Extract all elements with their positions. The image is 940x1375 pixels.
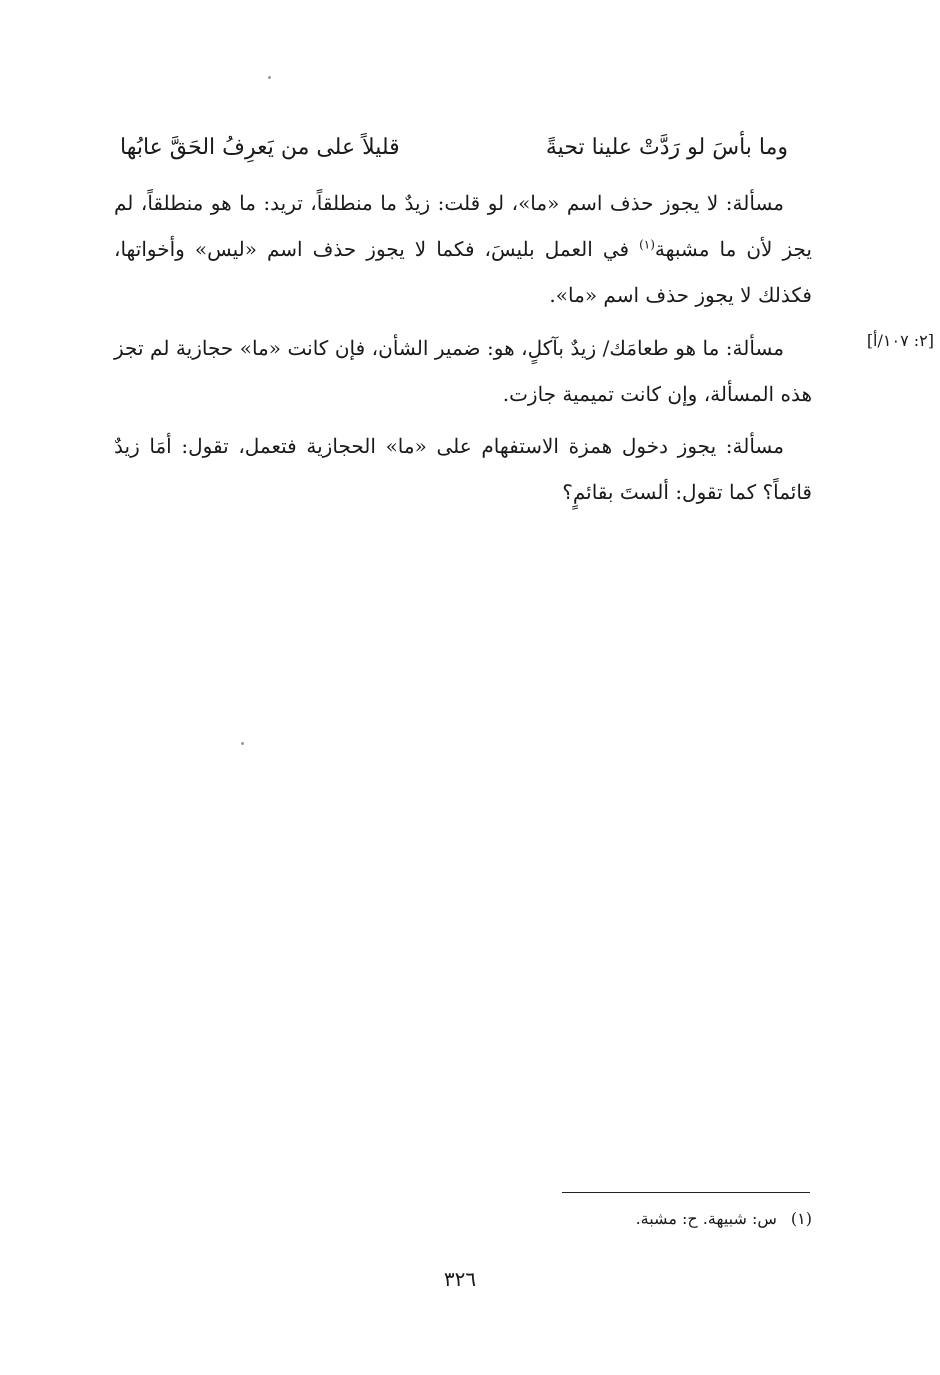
footnote: [412, 1205, 812, 1233]
manuscript-folio-reference: [٢: ١٠٧/أ]: [866, 331, 934, 350]
footnote-text: س: شبيهة. ح: مشبة.: [635, 1209, 777, 1228]
paragraph-text-continued: في العمل بليسَ، فكما لا يجوز حذف اسم «ليس» وأخواتها، فكذلك لا يجوز حذف اسم «ما».: [114, 237, 812, 307]
paper-speck: [268, 76, 271, 79]
paragraph-text: مسألة: يجوز دخول همزة الاستفهام على «ما» الحجازية فتعمل، تقول: أمَا زيدٌ قائماً؟ كما تقول: ألستَ بقائمٍ؟: [114, 434, 812, 504]
paragraph-text: مسألة: لا يجوز حذف اسم «ما»، لو قلت: زيدٌ ما منطلقاً، تريد: ما هو منطلقاً، لم يجز لأن ما مشبهة: [114, 191, 812, 261]
footnote-reference: (١): [639, 237, 655, 252]
footnote-separator-line: [562, 1192, 810, 1193]
paragraph-mas-ala-2: [114, 325, 812, 417]
page-number: ٣٢٦: [443, 1267, 477, 1291]
paper-speck: [241, 742, 244, 745]
paragraph-mas-ala-3: [114, 423, 812, 515]
paragraph-mas-ala-1: [114, 180, 812, 318]
footnote-number: (١): [790, 1209, 812, 1228]
poetry-verse: [120, 128, 788, 168]
paragraph-text: مسألة: ما هو طعامَك/ زيدٌ بآكلٍ، هو: ضمير الشأن، فإن كانت «ما» حجازية لم تجز هذه المسألة، وإن كانت تميمية جازت.: [114, 336, 812, 406]
verse-first-hemistich: وما بأسَ لو رَدَّتْ علينا تحيةً: [545, 135, 788, 160]
verse-second-hemistich: قليلاً على من يَعرِفُ الحَقَّ عابُها: [120, 135, 400, 160]
